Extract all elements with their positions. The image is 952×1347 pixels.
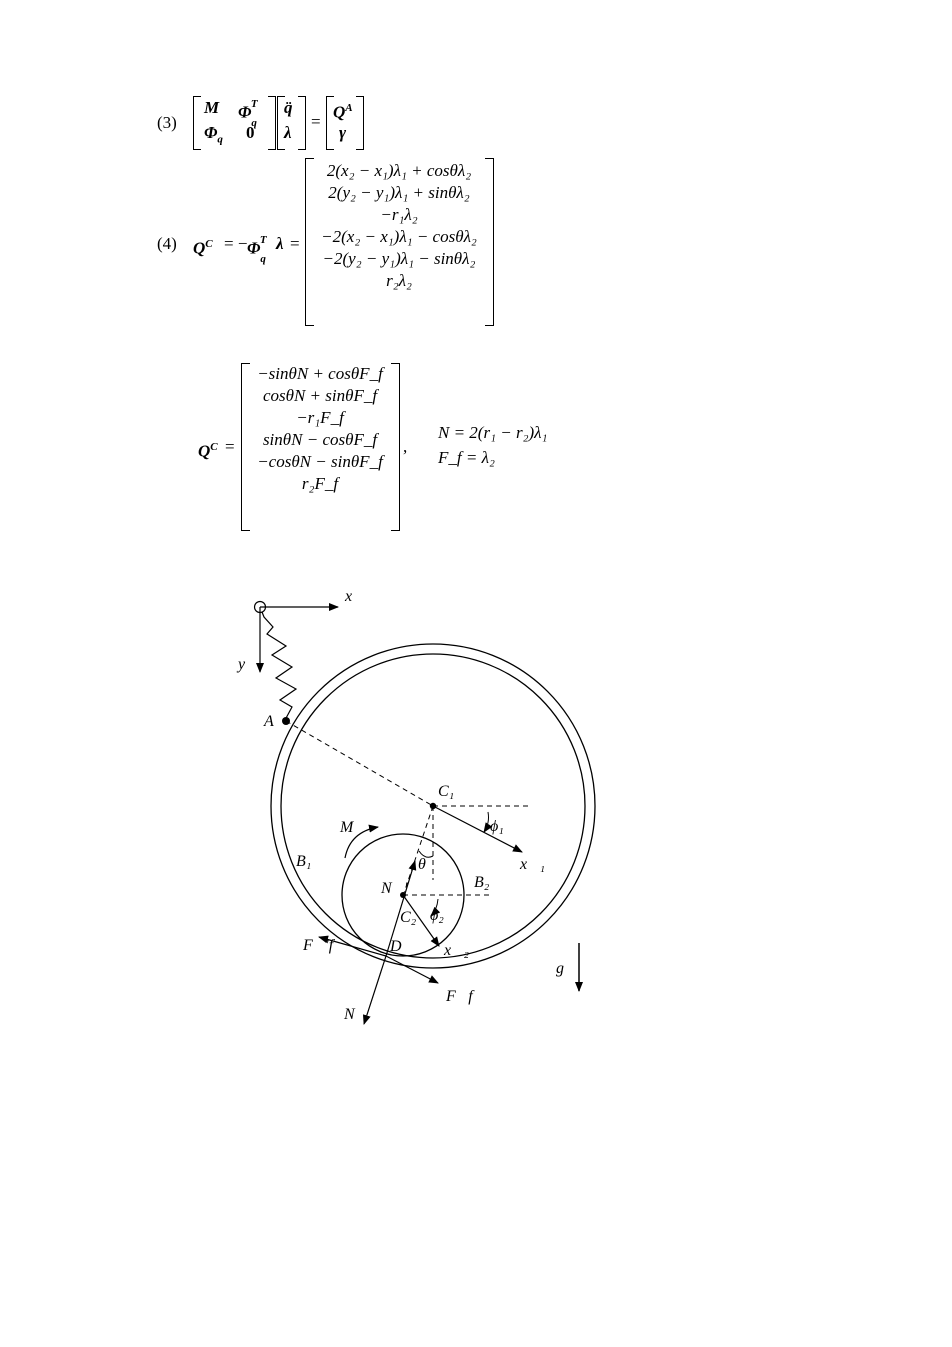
label-gravity: g⃗ <box>556 960 577 977</box>
label-x2: x⃗₂ <box>444 942 470 959</box>
label-point-d: D <box>390 938 402 955</box>
eq5-row-3: −r₁F_f <box>296 408 344 427</box>
eq3-v2: λ <box>284 123 292 142</box>
eq3-m11: M <box>204 98 220 117</box>
label-x1: x⃗₁ <box>520 856 546 873</box>
label-n-prime: N⃗′ <box>381 880 408 897</box>
label-c1: C₁ <box>438 783 455 800</box>
label-b1: B₁ <box>296 853 312 870</box>
label-x-axis: x⃗ <box>345 588 365 605</box>
eq5-row-6: r₂F_f <box>301 474 339 493</box>
eq4-lambda: λ <box>276 234 284 253</box>
x1-axis-arrow <box>433 806 522 852</box>
eq4-row-4: −2(x₂ − x₁)λ₁ − cosθλ₂ <box>321 227 477 246</box>
eq4-row-6: r₂λ₂ <box>386 271 412 290</box>
label-theta: θ <box>418 856 426 873</box>
eq3-r1: $Q^A$ <box>333 102 353 122</box>
label-c2: C₂ <box>400 909 417 926</box>
label-moment: M <box>340 819 354 836</box>
eq3-m12: $\Phi_q^T$ <box>238 98 258 130</box>
label-phi2: ϕ₂ <box>430 907 444 924</box>
eq4-row-3: −r₁λ₂ <box>380 205 418 224</box>
eq3-v1: q̈ <box>284 98 293 117</box>
eq5-comma: , <box>403 437 408 456</box>
eq4-row-1: 2(x₂ − x₁)λ₁ + cosθλ₂ <box>326 161 472 180</box>
eq3-m21: $\Phi_q$ <box>204 123 223 146</box>
eq5-row-5: −cosθN − sinθF_f <box>257 452 383 471</box>
eq3-r2: γ <box>339 123 347 142</box>
label-point-a: A <box>264 713 274 730</box>
ff-arrow <box>386 956 438 983</box>
label-y-axis: y⃗ <box>238 656 258 673</box>
label-b2: B₂ <box>474 874 490 891</box>
eq5-lhs: $Q^C$ <box>198 441 218 461</box>
eq4-equals: = <box>290 234 300 253</box>
eq5-ff-definition: F_f = λ₂ <box>438 448 495 467</box>
eq4-phi: $\Phi_q^T$ <box>247 234 267 266</box>
label-ff: F⃗f <box>446 988 473 1005</box>
radius-a-c1 <box>286 721 433 806</box>
eq3-equals: = <box>311 112 321 131</box>
n-arrow <box>364 956 386 1024</box>
eq4-rhs-prefix: = − <box>224 234 248 253</box>
eq5-n-definition: N = 2(r₁ − r₂)λ₁ <box>438 423 548 442</box>
eq4-number: (4) <box>157 234 177 253</box>
eq5-row-2: cosθN + sinθF_f <box>262 386 378 405</box>
spring <box>262 612 296 720</box>
label-ff-prime: F⃗′f <box>303 937 334 954</box>
eq5-equals: = <box>225 437 235 456</box>
phi1-arc <box>484 812 489 832</box>
label-phi1: ϕ₁ <box>490 818 504 835</box>
eq3-number: (3) <box>157 113 177 132</box>
eq4-row-2: 2(y₂ − y₁)λ₁ + sinθλ₂ <box>328 183 470 202</box>
eq5-row-4: sinθN − cosθF_f <box>262 430 378 449</box>
eq3-m22: 0 <box>246 123 255 142</box>
eq4-lhs: $Q^C$ <box>193 238 213 258</box>
eq4-row-5: −2(y₂ − y₁)λ₁ − sinθλ₂ <box>322 249 476 268</box>
label-n: N⃗ <box>344 1006 368 1023</box>
eq5-row-1: −sinθN + cosθF_f <box>257 364 383 383</box>
